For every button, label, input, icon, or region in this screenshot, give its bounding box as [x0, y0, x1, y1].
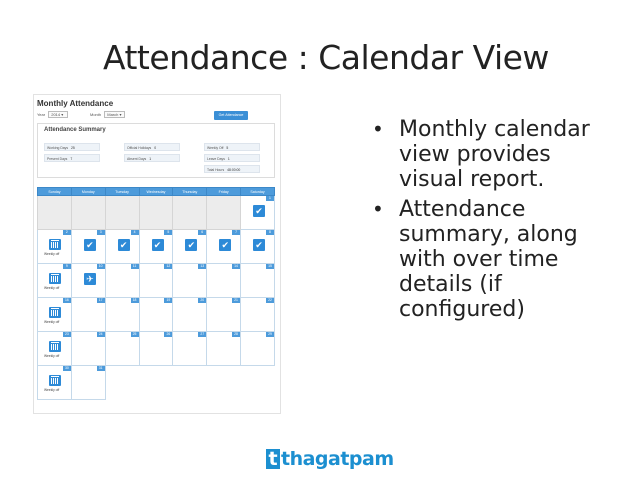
weekly-off-label: Weekly off — [44, 252, 60, 256]
calendar-day-cell[interactable] — [207, 332, 241, 366]
day-number: 15 — [266, 264, 274, 269]
weekly-off-calendar-icon — [49, 239, 61, 250]
day-number: 30 — [63, 366, 71, 371]
day-number: 16 — [63, 298, 71, 303]
calendar-day-cell[interactable] — [241, 230, 275, 264]
calendar-week-row — [38, 264, 275, 298]
present-check-icon: ✔ — [84, 239, 96, 251]
calendar-day-cell[interactable] — [38, 230, 72, 264]
bullet-item: • Attendance summary, along with over time details (if configured) — [372, 197, 578, 322]
weekday-header: Monday — [71, 188, 105, 196]
present-check-icon: ✔ — [253, 239, 265, 251]
weekday-header: Saturday — [241, 188, 275, 196]
calendar-day-cell[interactable] — [105, 264, 139, 298]
calendar-empty-cell — [139, 196, 173, 230]
calendar-empty-cell — [71, 196, 105, 230]
calendar-week-row — [38, 298, 275, 332]
calendar-day-cell[interactable] — [241, 332, 275, 366]
weekly-off-label: Weekly off — [44, 354, 60, 358]
calendar-day-cell[interactable] — [207, 298, 241, 332]
weekly-off-label: Weekly off — [44, 320, 60, 324]
summary-total-hours: Total Hours 48:00:00 — [204, 165, 260, 173]
summary-weekly-off: Weekly Off 5 — [204, 143, 260, 151]
calendar-day-cell[interactable] — [38, 264, 72, 298]
calendar-empty-cell — [105, 196, 139, 230]
calendar-empty-cell — [38, 196, 72, 230]
calendar-day-cell[interactable] — [241, 264, 275, 298]
summary-absent-days: Absent Days 1 — [124, 154, 180, 162]
calendar-day-cell[interactable] — [241, 196, 275, 230]
calendar-day-cell[interactable] — [139, 332, 173, 366]
calendar-blank-space — [105, 366, 139, 400]
calendar-week-row — [38, 230, 275, 264]
summary-leave-days: Leave Days 1 — [204, 154, 260, 162]
day-number: 31 — [97, 366, 105, 371]
day-number: 4 — [131, 230, 139, 235]
year-filter — [37, 111, 68, 118]
bullet-list — [363, 117, 598, 327]
weekday-header: Wednesday — [139, 188, 173, 196]
logo-text: thagatpam — [281, 447, 394, 470]
calendar-day-cell[interactable] — [38, 298, 72, 332]
calendar-week-row — [38, 332, 275, 366]
bullet-item: • Monthly calendar view provides visual report. — [372, 117, 590, 192]
day-number: 5 — [164, 230, 172, 235]
day-number: 8 — [266, 230, 274, 235]
present-check-icon: ✔ — [152, 239, 164, 251]
calendar-day-cell[interactable] — [139, 264, 173, 298]
weekly-off-calendar-icon — [49, 307, 61, 318]
calendar-empty-cell — [207, 196, 241, 230]
calendar-blank-space — [241, 366, 275, 400]
weekly-off-calendar-icon — [49, 273, 61, 284]
calendar-day-cell[interactable] — [139, 230, 173, 264]
day-number: 19 — [164, 298, 172, 303]
logo-mark-icon: t — [266, 449, 280, 469]
day-number: 2 — [63, 230, 71, 235]
calendar-blank-space — [139, 366, 173, 400]
day-number: 27 — [198, 332, 206, 337]
day-number: 28 — [232, 332, 240, 337]
calendar-day-cell[interactable] — [105, 332, 139, 366]
present-check-icon: ✔ — [219, 239, 231, 251]
calendar-week-row — [38, 196, 275, 230]
day-number: 21 — [232, 298, 240, 303]
day-number: 6 — [198, 230, 206, 235]
month-label: Month — [90, 112, 102, 117]
leave-plane-icon: ✈ — [84, 273, 96, 285]
day-number: 14 — [232, 264, 240, 269]
present-check-icon: ✔ — [253, 205, 265, 217]
month-select[interactable]: March ▾ — [104, 111, 124, 118]
summary-present-days: Present Days 7 — [44, 154, 100, 162]
monthly-attendance-heading: Monthly Attendance — [37, 99, 114, 108]
present-check-icon: ✔ — [185, 239, 197, 251]
calendar-day-cell[interactable] — [71, 230, 105, 264]
weekly-off-label: Weekly off — [44, 286, 60, 290]
attendance-summary-panel — [37, 123, 275, 178]
attendance-summary-title: Attendance Summary — [44, 127, 106, 133]
calendar-day-cell[interactable] — [207, 230, 241, 264]
calendar-empty-cell — [173, 196, 207, 230]
day-number: 26 — [164, 332, 172, 337]
calendar-week-row — [38, 366, 275, 400]
summary-working-days: Working Days 25 — [44, 143, 100, 151]
year-label: Year — [37, 112, 46, 117]
day-number: 7 — [232, 230, 240, 235]
calendar-day-cell[interactable] — [173, 298, 207, 332]
calendar-day-cell[interactable] — [105, 230, 139, 264]
month-filter — [90, 111, 125, 118]
day-number: 9 — [63, 264, 71, 269]
calendar-day-cell[interactable] — [71, 332, 105, 366]
present-check-icon: ✔ — [118, 239, 130, 251]
weekday-header: Thursday — [173, 188, 207, 196]
calendar-day-cell[interactable] — [173, 230, 207, 264]
calendar-blank-space — [207, 366, 241, 400]
calendar-day-cell[interactable] — [139, 298, 173, 332]
calendar-day-cell[interactable] — [173, 332, 207, 366]
weekday-header: Tuesday — [105, 188, 139, 196]
day-number: 18 — [131, 298, 139, 303]
calendar-day-cell[interactable] — [105, 298, 139, 332]
get-attendance-button[interactable]: Get Attendance — [214, 111, 248, 120]
day-number: 24 — [97, 332, 105, 337]
day-number: 20 — [198, 298, 206, 303]
calendar-day-cell[interactable] — [38, 366, 72, 400]
day-number: 12 — [164, 264, 172, 269]
thagatpam-logo — [266, 447, 394, 470]
calendar-day-cell[interactable] — [38, 332, 72, 366]
attendance-screenshot — [33, 94, 281, 414]
slide-title: Attendance : Calendar View — [103, 38, 549, 77]
weekly-off-calendar-icon — [49, 341, 61, 352]
calendar-day-cell[interactable] — [241, 298, 275, 332]
day-number: 17 — [97, 298, 105, 303]
calendar-blank-space — [173, 366, 207, 400]
calendar-day-cell[interactable] — [71, 264, 105, 298]
weekday-header: Sunday — [38, 188, 72, 196]
weekday-header: Friday — [207, 188, 241, 196]
day-number: 23 — [63, 332, 71, 337]
calendar-day-cell[interactable] — [71, 298, 105, 332]
year-select[interactable]: 2014 ▾ — [48, 111, 68, 118]
weekly-off-label: Weekly off — [44, 388, 60, 392]
day-number: 3 — [97, 230, 105, 235]
attendance-calendar — [37, 187, 275, 400]
weekly-off-calendar-icon — [49, 375, 61, 386]
day-number: 1 — [266, 196, 274, 201]
calendar-day-cell[interactable] — [71, 366, 105, 400]
summary-official-holidays: Official Holidays 0 — [124, 143, 180, 151]
calendar-day-cell[interactable] — [207, 264, 241, 298]
calendar-day-cell[interactable] — [173, 264, 207, 298]
day-number: 22 — [266, 298, 274, 303]
day-number: 10 — [97, 264, 105, 269]
day-number: 25 — [131, 332, 139, 337]
day-number: 11 — [131, 264, 139, 269]
day-number: 29 — [266, 332, 274, 337]
day-number: 13 — [198, 264, 206, 269]
